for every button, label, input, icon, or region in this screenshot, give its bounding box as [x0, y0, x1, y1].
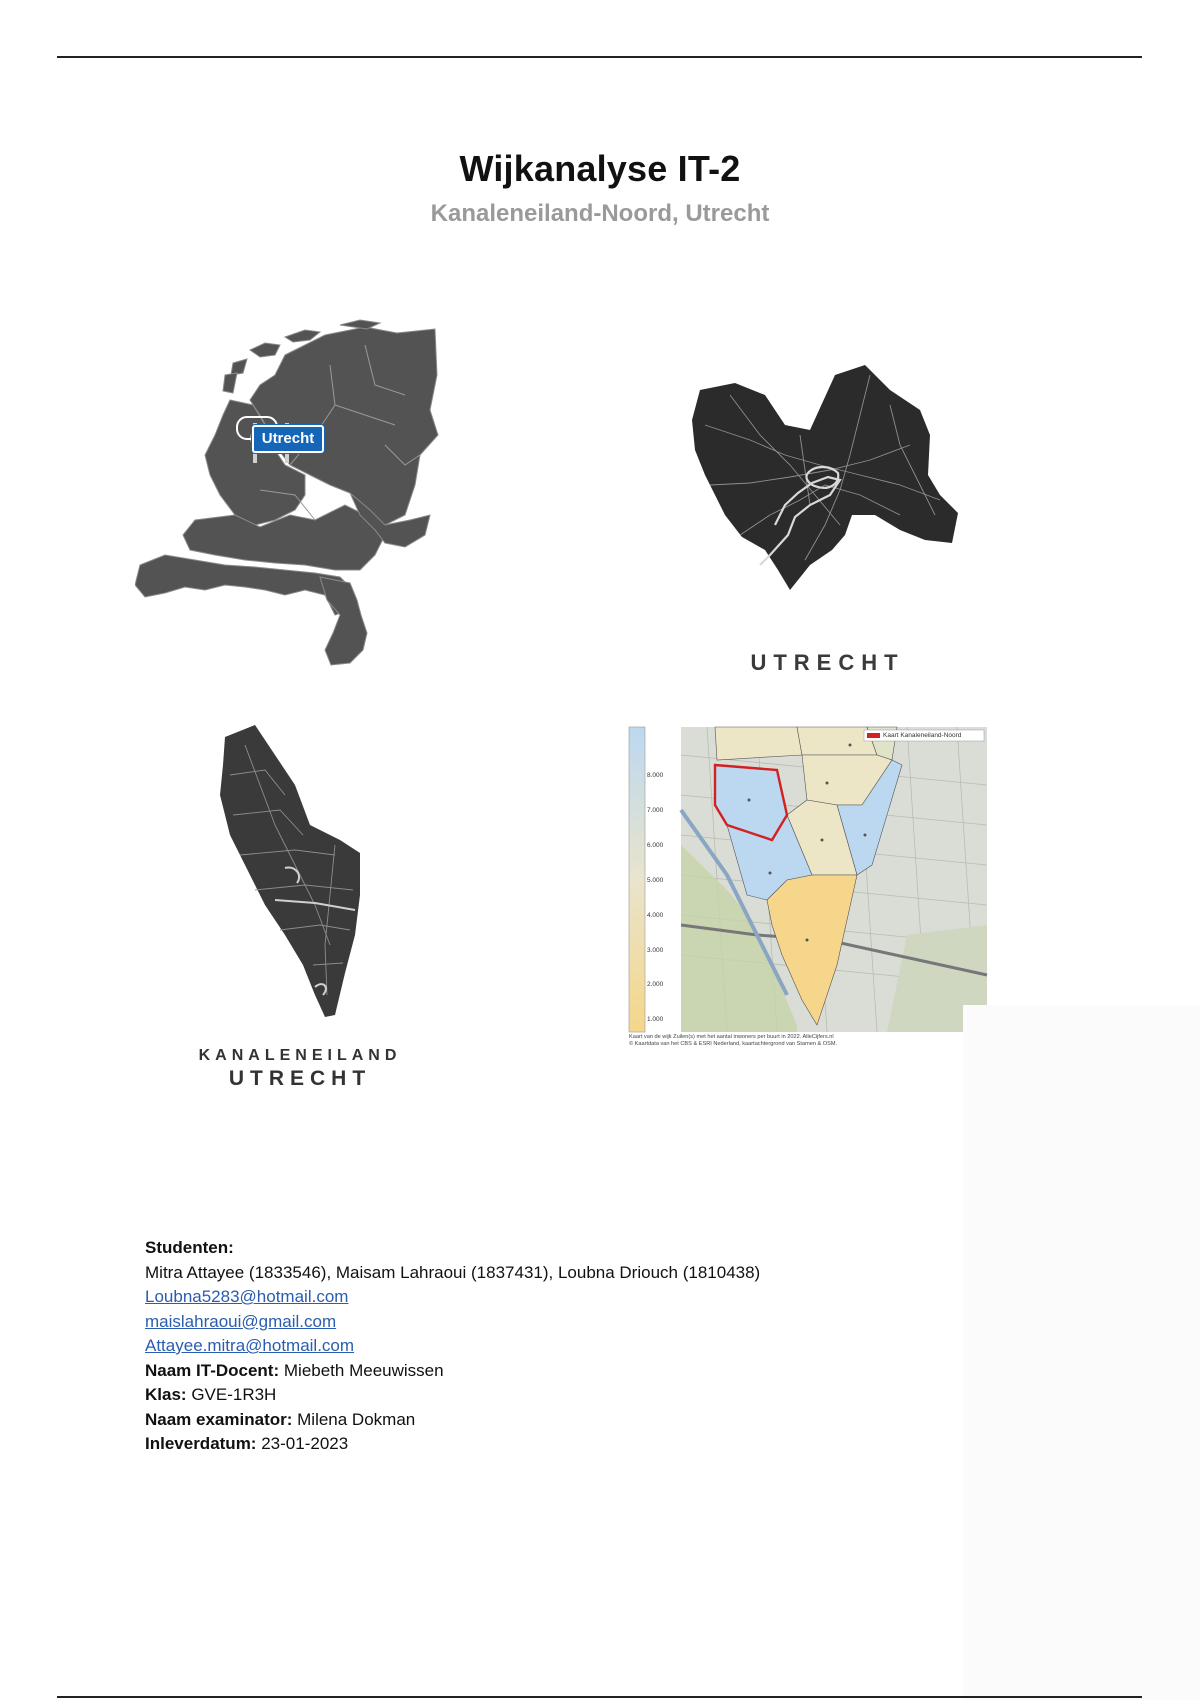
- utrecht-map-caption: UTRECHT: [750, 650, 905, 675]
- top-rule: [57, 56, 1142, 58]
- date-value: 23-01-2023: [261, 1434, 349, 1453]
- scale-tick: 1.000: [647, 1016, 664, 1024]
- bottom-rule: [57, 1696, 1142, 1698]
- scale-tick: 4.000: [647, 911, 664, 919]
- student-info-block: [145, 1236, 760, 1457]
- netherlands-map-figure: [135, 315, 450, 675]
- email-link[interactable]: Attayee.mitra@hotmail.com: [145, 1336, 355, 1355]
- kanaleneiland-map: [185, 725, 415, 1025]
- class-value: GVE-1R3H: [191, 1385, 277, 1404]
- kanaleneiland-map-figure: [185, 725, 415, 1090]
- students-value: Mitra Attayee (1833546), Maisam Lahraoui (1837431), Loubna Driouch (1810438): [145, 1262, 761, 1282]
- teacher-label: Naam IT-Docent:: [145, 1360, 280, 1380]
- population-map-note-line1: Kaart van de wijk Zuilen(s) met het aantal inwoners per buurt in 2022. AlleCijfers.nl: [629, 1034, 834, 1040]
- examiner-label: Naam examinator:: [145, 1409, 293, 1429]
- scale-tick: 2.000: [647, 981, 664, 989]
- population-map: [627, 725, 989, 1037]
- netherlands-map: [135, 315, 450, 675]
- population-map-figure: [627, 725, 989, 1047]
- kanaleneiland-caption-line1: KANALENEILAND: [198, 1047, 402, 1064]
- document-subtitle: Kanaleneiland-Noord, Utrecht: [430, 200, 770, 227]
- scale-tick: 3.000: [647, 946, 664, 954]
- scale-tick: 6.000: [647, 841, 664, 849]
- students-label: Studenten:: [145, 1238, 234, 1257]
- population-map-note-line2: © Kaartdata van het CBS & ESRI Nederland, kaartachtergrond van Stamen & OSM.: [629, 1041, 838, 1047]
- title-block: [0, 148, 1200, 228]
- examiner-value: Milena Dokman: [297, 1409, 416, 1429]
- population-map-note: [629, 1034, 837, 1048]
- population-scale-ticks: [647, 759, 663, 1038]
- email-link[interactable]: maislahraoui@gmail.com: [145, 1311, 337, 1331]
- email-link[interactable]: Loubna5283@hotmail.com: [145, 1287, 349, 1306]
- page-edge-shade: [963, 1005, 1200, 1700]
- class-label: Klas:: [145, 1385, 187, 1404]
- scale-tick: 8.000: [647, 772, 664, 779]
- utrecht-map-figure: [690, 365, 965, 675]
- scale-tick: 7.000: [647, 806, 664, 814]
- population-map-legend-label: Kaart Kanaleneiland-Noord: [883, 732, 962, 739]
- date-label: Inleverdatum:: [145, 1434, 257, 1453]
- document-title: Wijkanalyse IT-2: [459, 148, 741, 189]
- teacher-value: Miebeth Meeuwissen: [283, 1360, 444, 1380]
- kanaleneiland-caption-line2: UTRECHT: [228, 1067, 372, 1090]
- scale-tick: 5.000: [647, 876, 664, 884]
- utrecht-sign-label: Utrecht: [252, 425, 324, 453]
- utrecht-city-map: [690, 365, 965, 595]
